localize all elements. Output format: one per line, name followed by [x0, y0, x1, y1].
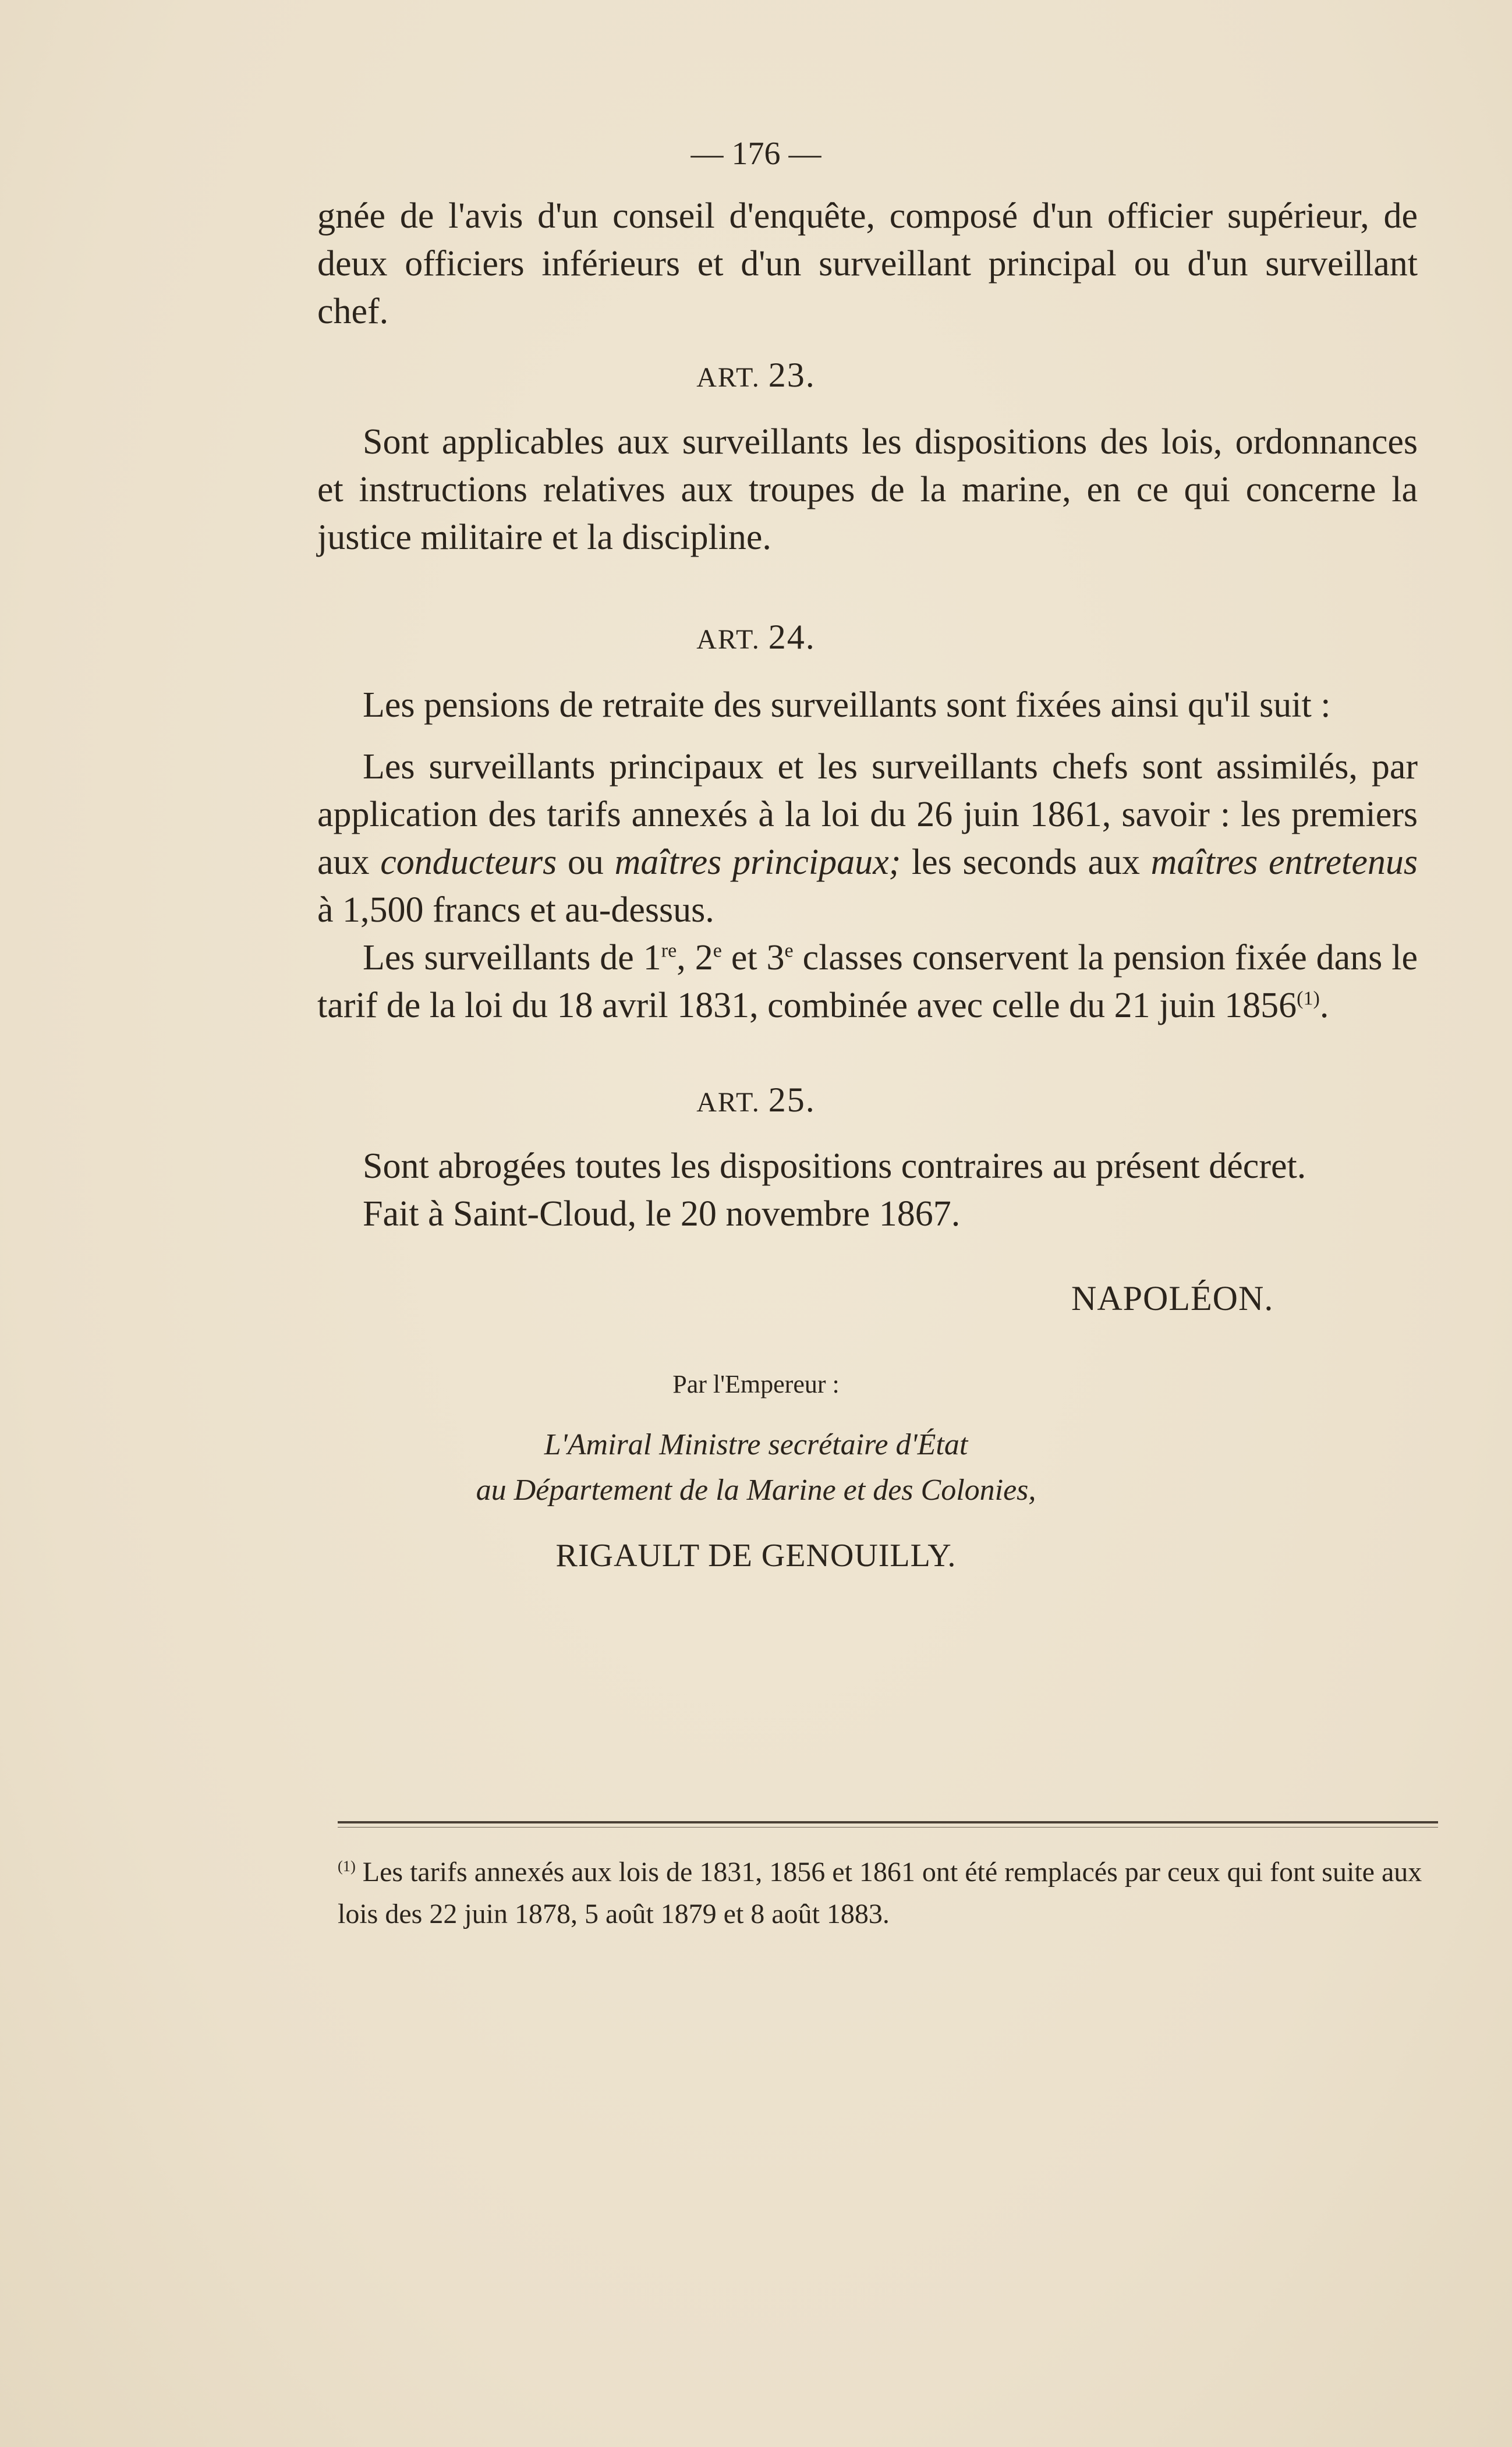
minister-title-line-2: au Département de la Marine et des Colonies, — [476, 1474, 1036, 1507]
text-run-italic: maîtres entretenus — [1150, 842, 1418, 882]
text-run: et 3 — [721, 938, 785, 978]
article-25-text-1: Sont abrogées toutes les dispositions contraires au présent décret. — [363, 1146, 1306, 1186]
article-label: ART. — [696, 1087, 760, 1118]
superscript: e — [784, 940, 794, 962]
paragraph-continuation — [317, 192, 1418, 335]
footnote — [338, 1851, 1444, 1935]
text-run: . — [1319, 986, 1329, 1025]
text-run-italic: conducteurs — [380, 842, 557, 882]
article-number: 23. — [768, 356, 816, 394]
footnote-divider-thin — [338, 1827, 1438, 1828]
article-label: ART. — [696, 624, 760, 655]
article-label: ART. — [696, 362, 760, 393]
article-25-text-2: Fait à Saint-Cloud, le 20 novembre 1867. — [363, 1194, 961, 1234]
text-run: Les surveillants de 1 — [363, 938, 661, 978]
text-run: classes conservent la pension fixée dans le tarif de la loi du 18 avril 1831, combinée avec celle du 21 juin 1856 — [317, 938, 1418, 1025]
footnote-text: Les tarifs annexés aux lois de 1831, 1856 et 1861 ont été remplacés par ceux qui font suite aux lois des 22 juin 1878, 5 août 1879 et 8 août 1883. — [338, 1857, 1422, 1929]
article-24-text-1: Les pensions de retraite des surveillants sont fixées ainsi qu'il suit : — [363, 685, 1331, 725]
article-25-body — [317, 1142, 1418, 1238]
text-run: Les surveillants principaux et les surveillants chefs sont assimilés, par application des tarifs annexés à la loi du 26 juin 1861, savoir : les premiers aux — [317, 747, 1418, 882]
signature-rigault-de-genouilly: RIGAULT DE GENOUILLY. — [555, 1538, 957, 1574]
footnote-marker: (1) — [338, 1857, 356, 1875]
text-run: , 2 — [677, 938, 713, 978]
paragraph-text: gnée de l'avis d'un conseil d'enquête, composé d'un officier supérieur, de deux officiers inférieurs et d'un surveillant principal ou d'un surveillant chef. — [317, 196, 1418, 331]
article-23-text: Sont applicables aux surveillants les dispositions des lois, ordonnances et instructions relatives aux troupes de la marine, en ce qui concerne la justice militaire et la discipline. — [317, 422, 1418, 557]
par-empereur-line: Par l'Empereur : — [672, 1370, 840, 1398]
signature-napoleon: NAPOLÉON. — [1071, 1279, 1274, 1318]
text-run: à 1,500 francs et au-dessus. — [317, 890, 714, 930]
article-24-heading — [0, 617, 1512, 657]
article-number: 25. — [768, 1081, 816, 1119]
minister-title-line-1: L'Amiral Ministre secrétaire d'État — [544, 1428, 968, 1461]
superscript: re — [661, 940, 677, 962]
text-run: les seconds aux — [901, 842, 1151, 882]
article-24-body — [317, 681, 1418, 1029]
article-24-text-3 — [317, 934, 1418, 1029]
article-23-heading — [0, 355, 1512, 395]
text-run: ou — [557, 842, 615, 882]
page-number: — 176 — — [691, 136, 821, 172]
superscript: e — [713, 940, 722, 962]
article-number: 24. — [768, 618, 816, 656]
article-24-text-2 — [317, 743, 1418, 934]
article-25-heading — [0, 1080, 1512, 1120]
text-run-italic: maîtres principaux; — [614, 842, 901, 882]
footnote-divider — [338, 1821, 1438, 1823]
article-23-body — [317, 418, 1418, 561]
footnote-reference: (1) — [1297, 987, 1320, 1010]
